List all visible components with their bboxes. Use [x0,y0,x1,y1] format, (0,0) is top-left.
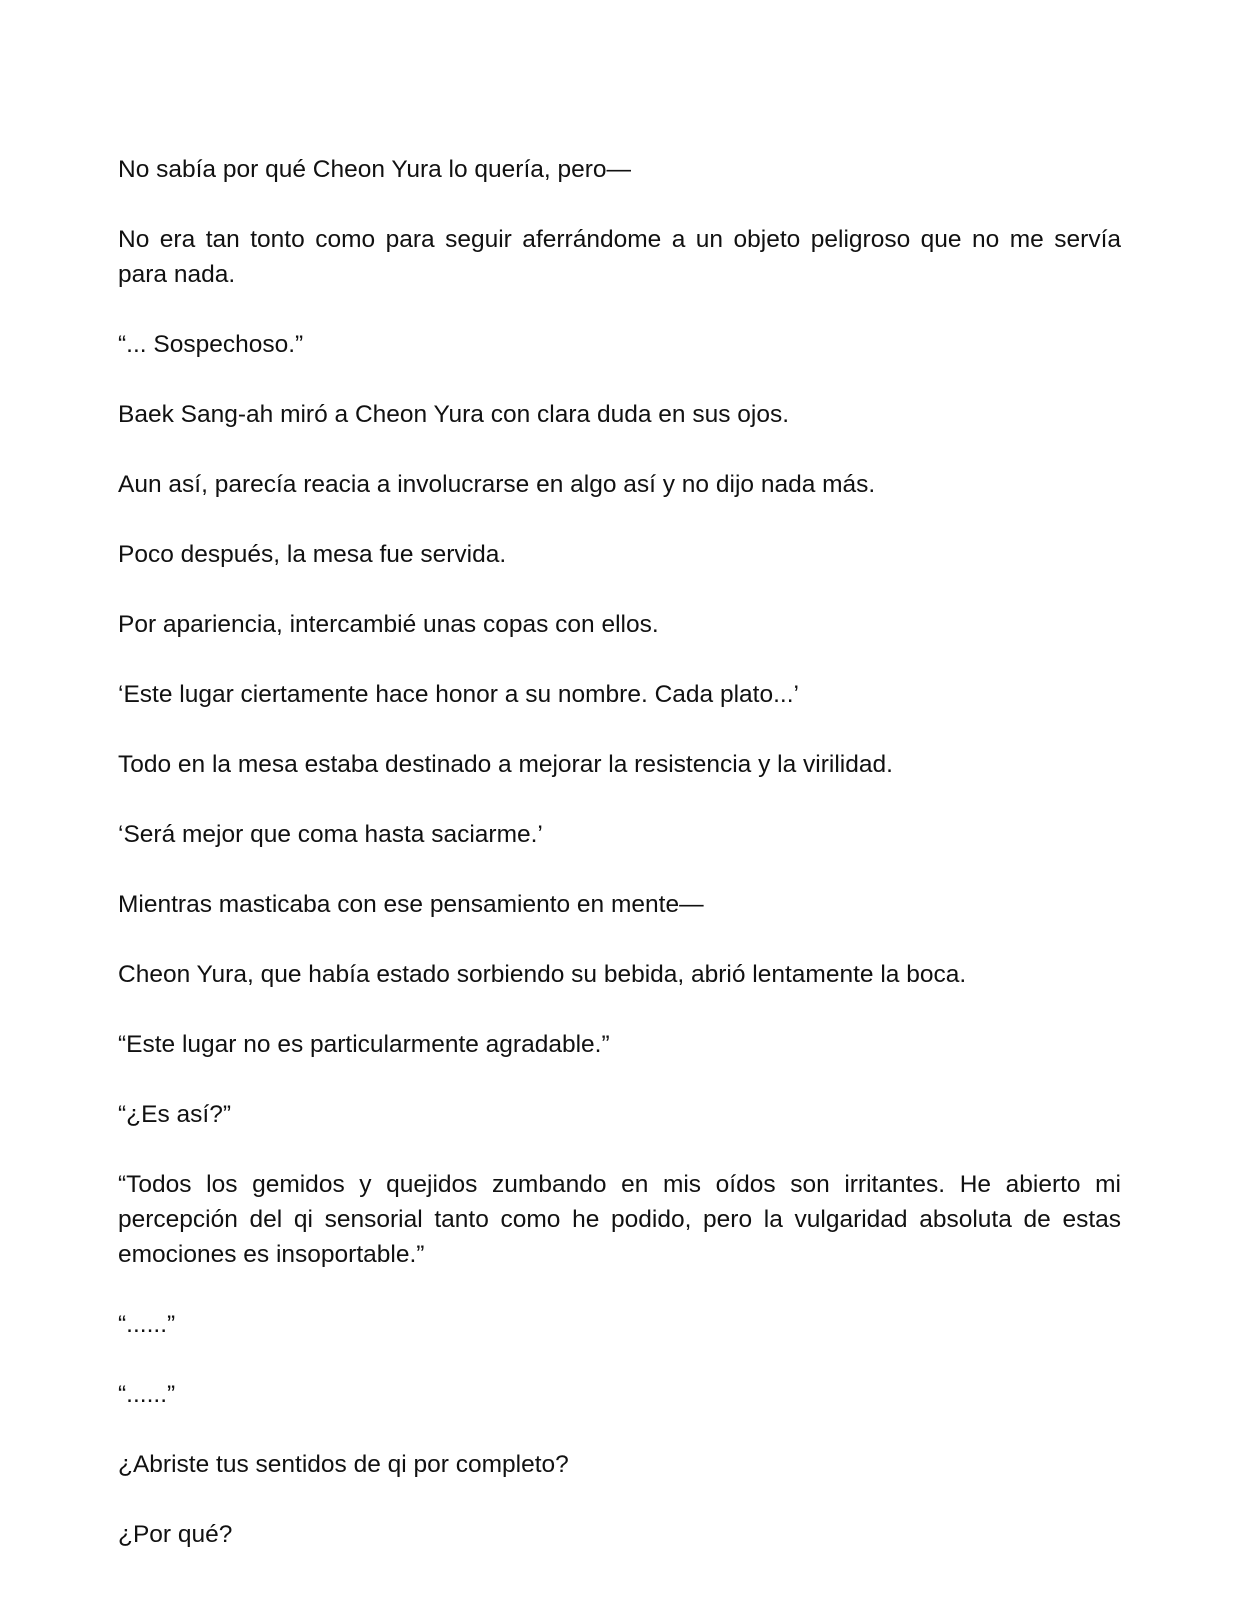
paragraph: Aun así, parecía reacia a involucrarse en algo así y no dijo nada más. [118,471,876,498]
paragraph: ‘Será mejor que coma hasta saciarme.’ [118,821,543,848]
paragraph: Por apariencia, intercambié unas copas con ellos. [118,611,659,638]
paragraph: ¿Abriste tus sentidos de qi por completo? [118,1451,569,1478]
paragraph: No era tan tonto como para seguir aferrándome a un objeto peligroso que no me servía para nada. [118,226,1121,288]
document-body [118,152,1121,1587]
paragraph: Poco después, la mesa fue servida. [118,541,507,568]
paragraph: “... Sospechoso.” [118,331,304,358]
paragraph: No sabía por qué Cheon Yura lo quería, pero— [118,156,632,183]
paragraph: “......” [118,1381,176,1408]
paragraph: “Todos los gemidos y quejidos zumbando en mis oídos son irritantes. He abierto mi percepción del qi sensorial tanto como he podido, pero la vulgaridad absoluta de estas emociones es insoportable.” [118,1171,1121,1268]
paragraph: Todo en la mesa estaba destinado a mejorar la resistencia y la virilidad. [118,751,893,778]
paragraph: “......” [118,1311,176,1338]
paragraph: Mientras masticaba con ese pensamiento en mente— [118,891,704,918]
paragraph: Cheon Yura, que había estado sorbiendo su bebida, abrió lentamente la boca. [118,961,967,988]
paragraph: ‘Este lugar ciertamente hace honor a su nombre. Cada plato...’ [118,681,799,708]
paragraph: ¿Por qué? [118,1521,233,1548]
paragraph: “¿Es así?” [118,1101,231,1128]
paragraph: “Este lugar no es particularmente agradable.” [118,1031,610,1058]
paragraph: Baek Sang-ah miró a Cheon Yura con clara duda en sus ojos. [118,401,789,428]
